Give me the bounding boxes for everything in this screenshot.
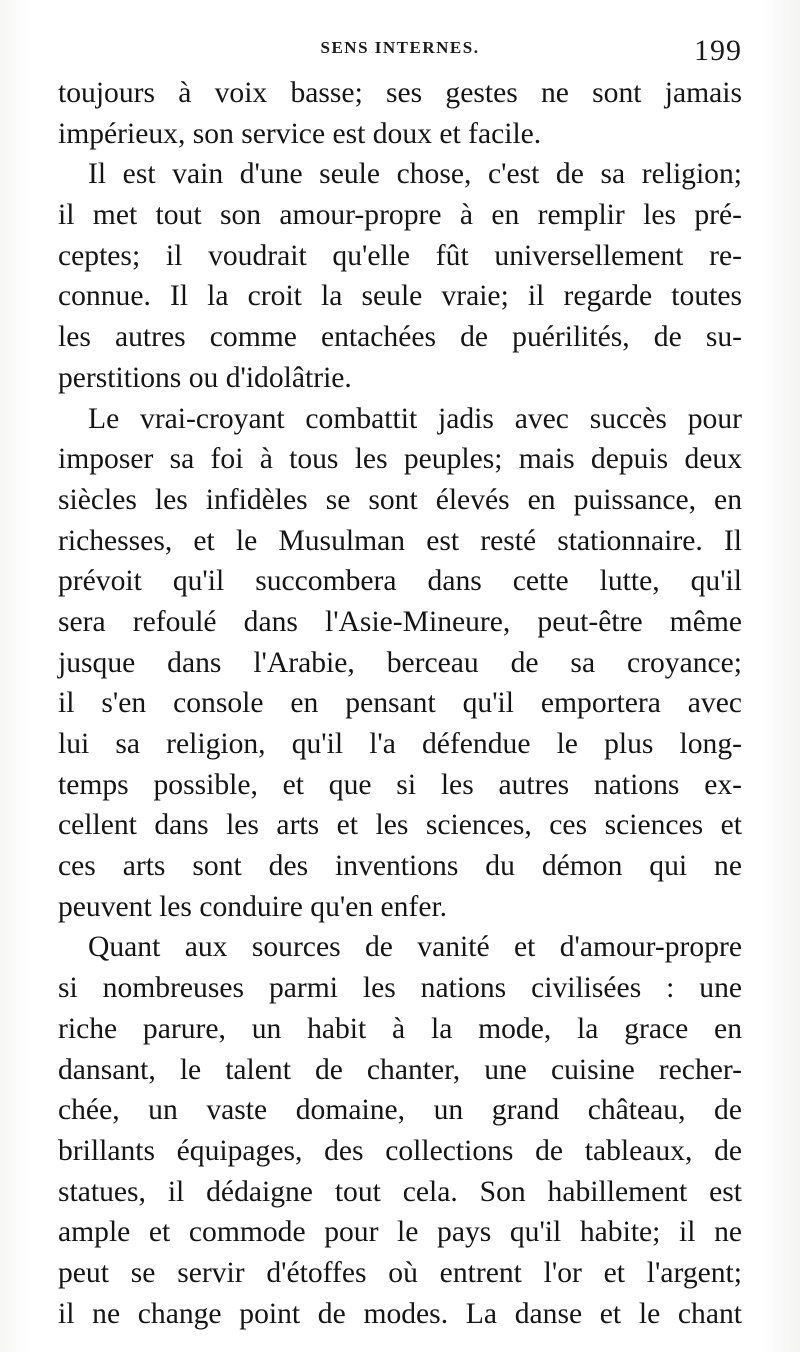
text-line: prévoit qu'il succombera dans cette lutte, qu'il <box>58 565 742 598</box>
text-line: les autres comme entachées de puérilités, de su- <box>58 321 742 354</box>
text-line: peuvent les conduire qu'en enfer. <box>58 890 448 923</box>
text-line: connue. Il la croit la seule vraie; il regarde toutes <box>58 280 742 313</box>
text-line: perstitions ou d'idolâtrie. <box>58 361 352 394</box>
text-line: sera refoulé dans l'Asie-Mineure, peut-être même <box>58 605 742 638</box>
body-text <box>58 73 742 1334</box>
text-line: Il est vain d'une seule chose, c'est de sa religion; <box>88 158 742 191</box>
text-line: Le vrai-croyant combattit jadis avec succès pour <box>88 402 742 435</box>
text-line: si nombreuses parmi les nations civilisées : une <box>58 972 742 1005</box>
text-line: il s'en console en pensant qu'il emportera avec <box>58 687 742 720</box>
text-line: chée, un vaste domaine, un grand château, de <box>58 1094 742 1127</box>
text-line: Quant aux sources de vanité et d'amour-propre <box>88 931 742 964</box>
text-line: statues, il dédaigne tout cela. Son habillement est <box>58 1175 742 1208</box>
text-line: cellent dans les arts et les sciences, ces sciences et <box>58 809 742 842</box>
text-line: riche parure, un habit à la mode, la grace en <box>58 1012 742 1045</box>
text-line: peut se servir d'étoffes où entrent l'or et l'argent; <box>58 1256 742 1289</box>
text-line: dansant, le talent de chanter, une cuisine recher- <box>58 1053 742 1086</box>
text-line: brillants équipages, des collections de tableaux, de <box>58 1134 742 1167</box>
text-line: jusque dans l'Arabie, berceau de sa croyance; <box>58 646 742 679</box>
text-line: ces arts sont des inventions du démon qui ne <box>58 850 742 883</box>
text-line: il met tout son amour-propre à en remplir les pré- <box>58 199 742 232</box>
text-line: lui sa religion, qu'il l'a défendue le plus long- <box>58 728 742 760</box>
text-line: impérieux, son service est doux et facile. <box>58 117 542 150</box>
text-line: il ne change point de modes. La danse et le chant <box>58 1297 742 1330</box>
text-line: ample et commode pour le pays qu'il habite; il ne <box>58 1216 742 1249</box>
page-number: 199 <box>694 34 742 67</box>
page-header <box>58 34 742 74</box>
text-line: richesses, et le Musulman est resté stationnaire. Il <box>58 524 742 557</box>
text-line: imposer sa foi à tous les peuples; mais depuis deux <box>58 443 742 476</box>
text-line: ceptes; il voudrait qu'elle fût universellement re- <box>58 239 742 272</box>
running-title: SENS INTERNES. <box>320 38 480 57</box>
text-line: toujours à voix basse; ses gestes ne sont jamais <box>58 77 742 109</box>
text-line: temps possible, et que si les autres nations ex- <box>58 768 742 801</box>
text-line: siècles les infidèles se sont élevés en puissance, en <box>58 483 742 516</box>
